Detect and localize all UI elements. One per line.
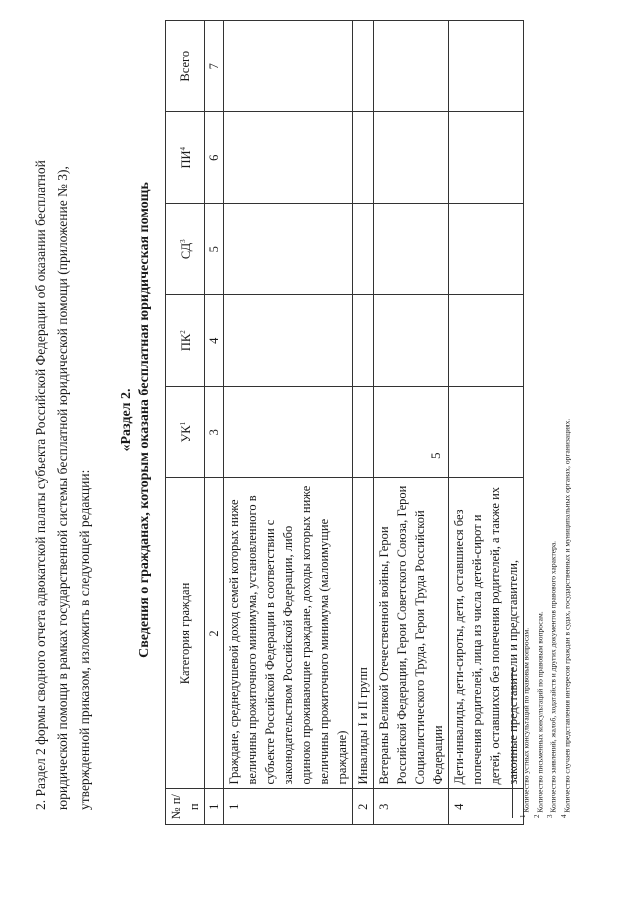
footnote: $^2$ Количество письменных консультаций по правовым вопросам. [532,611,544,818]
section-subtitle: Сведения о гражданах, которым оказана бесплатная юридическая помощь [137,182,152,658]
header-no: № п/п [166,789,205,825]
cell-pi [224,112,353,203]
row-category: Дети-инвалиды, дети-сироты, дети, оставшиеся без попечения родителей, лица из числа детей-сирот и детей, оставшихся без попечения родителей, а также их законные представители и представители, [449,478,524,789]
row-category: Инвалиды I и II групп [353,478,374,789]
intro-line: юридической помощи в рамках государственной системы бесплатной юридической помощи (приложение № 3), [55,166,70,810]
row-category: Ветераны Великой Отечественной войны, Герои Российской Федерации, Герои Советского Союза, Герои Социалистического Труда, Герои Труда Российской Федерации [374,478,449,789]
cell-total [224,21,353,113]
intro-line: утвержденной приказом, изложить в следующей редакции: [77,469,92,810]
cell-pk [224,295,353,386]
intro-paragraph [30,30,96,810]
cell-sd [374,203,449,294]
index-cell: 3 [205,386,224,477]
footnotes [518,38,572,818]
section-heading [118,30,154,810]
citizens-table [165,20,524,825]
footnote-divider [512,668,513,818]
cell-pi [449,112,524,203]
page-number: 5 [428,452,443,459]
cell-total [374,21,449,113]
footnote: $^1$ Количество устных консультаций по правовым вопросам. [519,627,531,818]
cell-pk [449,295,524,386]
table-row [353,21,374,825]
header-sd: $СД^3$ [166,203,205,294]
row-number: 4 [449,789,524,825]
cell-pk [353,295,374,386]
header-pk: $ПК^2$ [166,295,205,386]
header-category: Категория граждан [166,478,205,789]
index-cell: 4 [205,295,224,386]
cell-uk [374,386,449,477]
table-header-row [166,21,205,825]
header-pi: $ПИ^4$ [166,112,205,203]
cell-uk [449,386,524,477]
index-cell: 5 [205,203,224,294]
cell-uk [353,386,374,477]
row-number: 2 [353,789,374,825]
index-cell: 6 [205,112,224,203]
cell-sd [353,203,374,294]
cell-total [353,21,374,113]
intro-line: 2. Раздел 2 формы сводного отчета адвокатской палаты субъекта Российской Федерации об оказании бесплатной [33,160,48,810]
header-uk: $УК^1$ [166,386,205,477]
cell-pi [374,112,449,203]
header-total: Всего [166,21,205,113]
row-category: Граждане, среднедушевой доход семей которых ниже величины прожиточного минимума, установленного в субъекте Российской Федерации в соответствии с законодательством Российской Федерации, либо одиноко проживающие граждане, доходы которых ниже величины прожиточного минимума (малоимущие граждане) [224,478,353,789]
footnote: $^4$ Количество случаев представления интересов граждан в судах, государственных и муниципальных органах, организациях. [559,418,571,818]
section-title: «Раздел 2. [119,388,134,452]
cell-total [449,21,524,113]
cell-sd [224,203,353,294]
cell-pi [353,112,374,203]
row-number: 3 [374,789,449,825]
table-row [224,21,353,825]
footnote: $^3$ Количество заявлений, жалоб, ходатайств и других документов правового характера. [546,540,558,818]
index-cell: 2 [205,478,224,789]
cell-sd [449,203,524,294]
cell-uk [224,386,353,477]
row-number: 1 [224,789,353,825]
table-row [374,21,449,825]
cell-pk [374,295,449,386]
index-cell: 1 [205,789,224,825]
column-index-row [205,21,224,825]
index-cell: 7 [205,21,224,113]
